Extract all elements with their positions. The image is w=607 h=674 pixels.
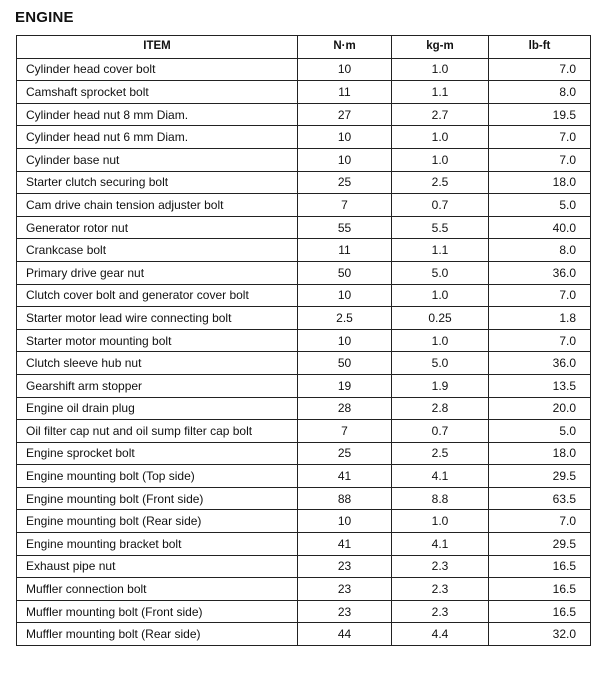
table-row — [17, 555, 591, 578]
table-row — [17, 216, 591, 239]
cell-kgm: 2.7 — [392, 103, 489, 126]
cell-lbft: 63.5 — [489, 487, 591, 510]
cell-item: Engine mounting bolt (Front side) — [17, 487, 298, 510]
cell-nm: 19 — [298, 374, 392, 397]
cell-item: Cam drive chain tension adjuster bolt — [17, 194, 298, 217]
cell-lbft: 1.8 — [489, 307, 591, 330]
cell-lbft: 8.0 — [489, 239, 591, 262]
cell-item: Oil filter cap nut and oil sump filter cap bolt — [17, 420, 298, 443]
header-item: ITEM — [17, 36, 298, 59]
cell-item: Cylinder head nut 6 mm Diam. — [17, 126, 298, 149]
cell-lbft: 7.0 — [489, 329, 591, 352]
cell-kgm: 2.5 — [392, 171, 489, 194]
table-row — [17, 194, 591, 217]
cell-lbft: 29.5 — [489, 465, 591, 488]
cell-item: Starter clutch securing bolt — [17, 171, 298, 194]
table-row — [17, 81, 591, 104]
cell-kgm: 8.8 — [392, 487, 489, 510]
cell-kgm: 1.0 — [392, 510, 489, 533]
table-row — [17, 171, 591, 194]
cell-kgm: 2.8 — [392, 397, 489, 420]
cell-nm: 28 — [298, 397, 392, 420]
cell-item: Primary drive gear nut — [17, 261, 298, 284]
cell-item: Gearshift arm stopper — [17, 374, 298, 397]
header-kgm: kg-m — [392, 36, 489, 59]
cell-nm: 55 — [298, 216, 392, 239]
cell-kgm: 1.1 — [392, 239, 489, 262]
table-row — [17, 352, 591, 375]
cell-item: Engine mounting bolt (Top side) — [17, 465, 298, 488]
cell-lbft: 18.0 — [489, 171, 591, 194]
torque-spec-table — [16, 35, 591, 646]
cell-lbft: 40.0 — [489, 216, 591, 239]
table-row — [17, 148, 591, 171]
table-row — [17, 126, 591, 149]
table-row — [17, 487, 591, 510]
cell-nm: 41 — [298, 533, 392, 556]
cell-lbft: 5.0 — [489, 194, 591, 217]
cell-kgm: 2.5 — [392, 442, 489, 465]
cell-kgm: 1.9 — [392, 374, 489, 397]
cell-nm: 11 — [298, 81, 392, 104]
table-row — [17, 397, 591, 420]
table-row — [17, 329, 591, 352]
table-row — [17, 623, 591, 646]
cell-kgm: 2.3 — [392, 600, 489, 623]
table-row — [17, 510, 591, 533]
cell-nm: 10 — [298, 58, 392, 81]
table-row — [17, 442, 591, 465]
cell-lbft: 7.0 — [489, 510, 591, 533]
cell-item: Starter motor lead wire connecting bolt — [17, 307, 298, 330]
table-row — [17, 465, 591, 488]
cell-nm: 7 — [298, 194, 392, 217]
cell-lbft: 20.0 — [489, 397, 591, 420]
cell-item: Cylinder base nut — [17, 148, 298, 171]
cell-kgm: 5.0 — [392, 261, 489, 284]
cell-nm: 25 — [298, 442, 392, 465]
cell-nm: 10 — [298, 126, 392, 149]
cell-lbft: 19.5 — [489, 103, 591, 126]
cell-kgm: 4.1 — [392, 465, 489, 488]
header-lbft: lb-ft — [489, 36, 591, 59]
cell-nm: 11 — [298, 239, 392, 262]
cell-nm: 23 — [298, 600, 392, 623]
cell-lbft: 32.0 — [489, 623, 591, 646]
cell-item: Camshaft sprocket bolt — [17, 81, 298, 104]
table-row — [17, 578, 591, 601]
cell-lbft: 8.0 — [489, 81, 591, 104]
cell-item: Engine mounting bolt (Rear side) — [17, 510, 298, 533]
cell-item: Clutch sleeve hub nut — [17, 352, 298, 375]
table-body — [17, 58, 591, 645]
cell-item: Crankcase bolt — [17, 239, 298, 262]
cell-nm: 50 — [298, 352, 392, 375]
header-nm: N·m — [298, 36, 392, 59]
cell-kgm: 0.7 — [392, 420, 489, 443]
cell-lbft: 29.5 — [489, 533, 591, 556]
cell-item: Engine oil drain plug — [17, 397, 298, 420]
cell-item: Cylinder head nut 8 mm Diam. — [17, 103, 298, 126]
cell-kgm: 1.0 — [392, 329, 489, 352]
cell-kgm: 0.7 — [392, 194, 489, 217]
table-row — [17, 533, 591, 556]
page-title: ENGINE — [15, 9, 74, 26]
cell-nm: 10 — [298, 510, 392, 533]
cell-nm: 50 — [298, 261, 392, 284]
cell-kgm: 2.3 — [392, 555, 489, 578]
cell-lbft: 7.0 — [489, 284, 591, 307]
cell-nm: 23 — [298, 555, 392, 578]
cell-lbft: 7.0 — [489, 126, 591, 149]
table-row — [17, 284, 591, 307]
cell-lbft: 5.0 — [489, 420, 591, 443]
cell-item: Cylinder head cover bolt — [17, 58, 298, 81]
table-row — [17, 239, 591, 262]
cell-kgm: 1.1 — [392, 81, 489, 104]
cell-item: Generator rotor nut — [17, 216, 298, 239]
cell-kgm: 1.0 — [392, 148, 489, 171]
table-row — [17, 58, 591, 81]
cell-nm: 25 — [298, 171, 392, 194]
cell-nm: 44 — [298, 623, 392, 646]
table-row — [17, 261, 591, 284]
table-row — [17, 420, 591, 443]
cell-nm: 10 — [298, 284, 392, 307]
cell-kgm: 1.0 — [392, 284, 489, 307]
cell-kgm: 5.5 — [392, 216, 489, 239]
cell-nm: 23 — [298, 578, 392, 601]
cell-kgm: 5.0 — [392, 352, 489, 375]
cell-nm: 27 — [298, 103, 392, 126]
cell-kgm: 1.0 — [392, 58, 489, 81]
cell-lbft: 18.0 — [489, 442, 591, 465]
cell-item: Muffler mounting bolt (Front side) — [17, 600, 298, 623]
cell-nm: 10 — [298, 148, 392, 171]
cell-item: Clutch cover bolt and generator cover bolt — [17, 284, 298, 307]
table-row — [17, 307, 591, 330]
cell-kgm: 4.1 — [392, 533, 489, 556]
cell-nm: 7 — [298, 420, 392, 443]
table-row — [17, 600, 591, 623]
cell-item: Engine mounting bracket bolt — [17, 533, 298, 556]
cell-item: Muffler connection bolt — [17, 578, 298, 601]
cell-kgm: 4.4 — [392, 623, 489, 646]
cell-item: Starter motor mounting bolt — [17, 329, 298, 352]
cell-nm: 41 — [298, 465, 392, 488]
cell-lbft: 36.0 — [489, 352, 591, 375]
cell-lbft: 7.0 — [489, 58, 591, 81]
table-row — [17, 103, 591, 126]
cell-item: Exhaust pipe nut — [17, 555, 298, 578]
cell-lbft: 13.5 — [489, 374, 591, 397]
cell-nm: 2.5 — [298, 307, 392, 330]
cell-nm: 10 — [298, 329, 392, 352]
cell-item: Engine sprocket bolt — [17, 442, 298, 465]
cell-kgm: 0.25 — [392, 307, 489, 330]
cell-lbft: 16.5 — [489, 555, 591, 578]
cell-item: Muffler mounting bolt (Rear side) — [17, 623, 298, 646]
cell-nm: 88 — [298, 487, 392, 510]
cell-lbft: 7.0 — [489, 148, 591, 171]
cell-lbft: 16.5 — [489, 600, 591, 623]
cell-kgm: 2.3 — [392, 578, 489, 601]
cell-kgm: 1.0 — [392, 126, 489, 149]
cell-lbft: 16.5 — [489, 578, 591, 601]
table-row — [17, 374, 591, 397]
table-header-row — [17, 36, 591, 59]
cell-lbft: 36.0 — [489, 261, 591, 284]
